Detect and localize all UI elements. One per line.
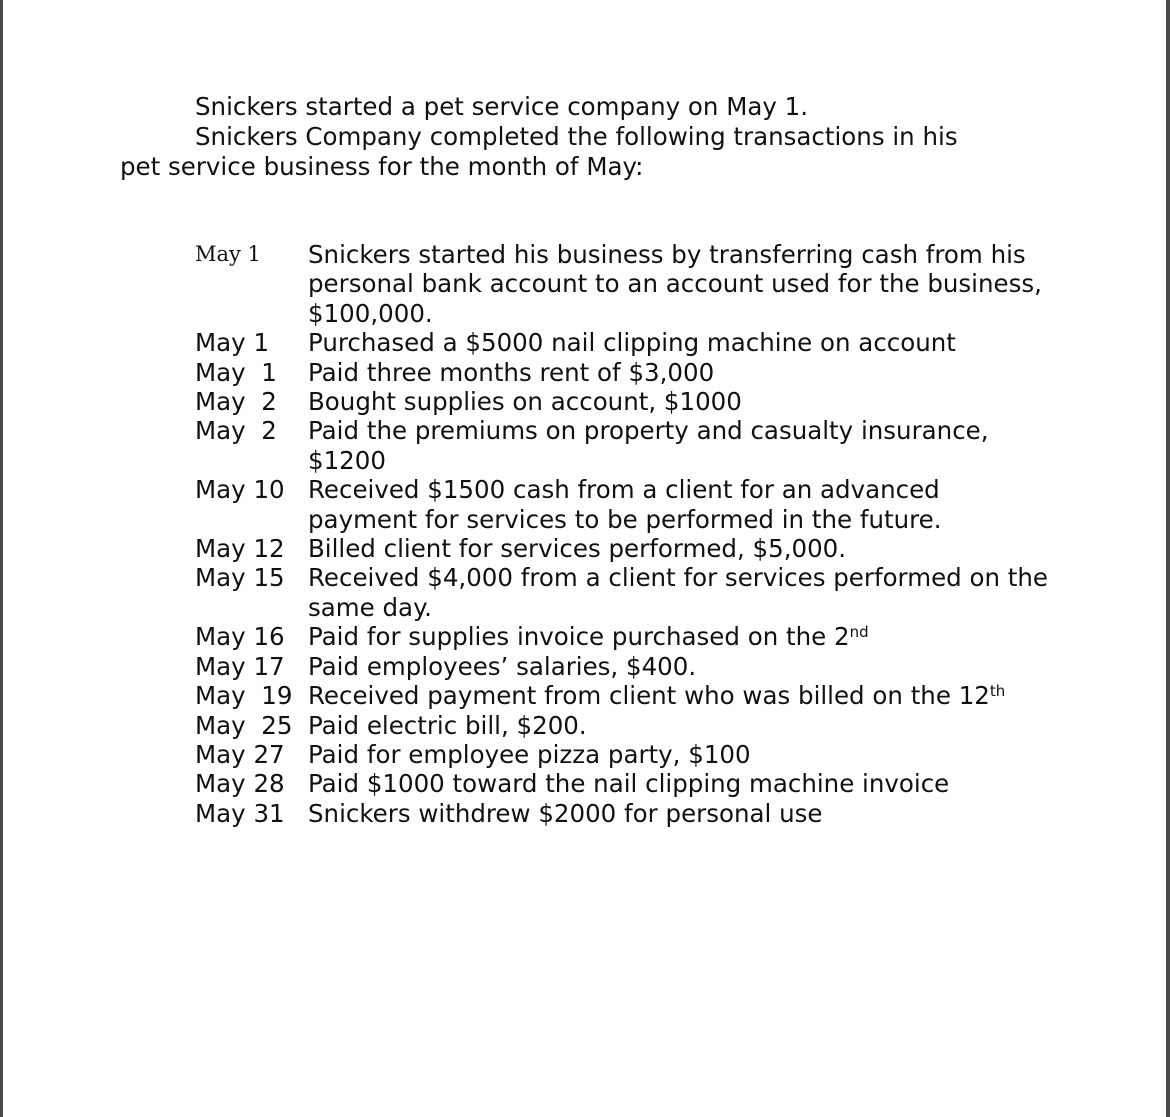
transaction-date: May 25	[195, 710, 293, 740]
transaction-description: Snickers withdrew $2000 for personal use	[308, 798, 823, 828]
transaction-description: Purchased a $5000 nail clipping machine on account	[308, 328, 956, 358]
transaction-row	[195, 769, 1055, 798]
transaction-date: May 1	[195, 242, 261, 266]
transaction-description: Paid the premiums on property and casualty insurance, $1200	[308, 416, 989, 475]
transaction-description	[308, 681, 1055, 710]
transaction-row	[195, 387, 1055, 416]
transaction-description: Paid $1000 toward the nail clipping machine invoice	[308, 769, 950, 799]
left-page-edge	[0, 0, 3, 1117]
transaction-date: May 1	[195, 357, 277, 387]
transaction-date: May 19	[195, 681, 293, 711]
transaction-row	[195, 799, 1055, 828]
transaction-row	[195, 622, 1055, 651]
transaction-description: Paid electric bill, $200.	[308, 710, 587, 740]
transaction-description	[308, 622, 1055, 651]
ordinal-suffix: nd	[849, 623, 869, 642]
transaction-date: May 12	[195, 534, 285, 564]
transaction-row	[195, 416, 1055, 475]
transaction-description: Received $4,000 from a client for services performed on the same day.	[308, 563, 1048, 622]
transaction-description-text: Received payment from client who was billed on the 12	[308, 681, 990, 711]
transaction-date: May 2	[195, 387, 277, 417]
transaction-row	[195, 563, 1055, 622]
transaction-row	[195, 328, 1055, 357]
right-page-edge	[1166, 0, 1170, 1117]
transaction-row	[195, 711, 1055, 740]
transaction-date: May 31	[195, 798, 285, 828]
intro-line-3: pet service business for the month of May:	[120, 152, 644, 181]
transaction-row	[195, 358, 1055, 387]
intro-line-1: Snickers started a pet service company on May 1.	[195, 92, 809, 121]
transaction-date: May 15	[195, 563, 285, 593]
transaction-list	[195, 240, 1055, 828]
transaction-date: May 17	[195, 651, 285, 681]
transaction-description: Billed client for services performed, $5,000.	[308, 534, 847, 564]
intro-paragraph	[120, 92, 1020, 182]
ordinal-suffix: th	[989, 682, 1006, 701]
transaction-row	[195, 681, 1055, 710]
transaction-row	[195, 652, 1055, 681]
transaction-date: May 1	[195, 328, 270, 358]
transaction-date: May 28	[195, 769, 285, 799]
transaction-description-text: Paid for supplies invoice purchased on the 2	[308, 622, 850, 652]
transaction-description: Received $1500 cash from a client for an advanced payment for services to be performed in the future.	[308, 475, 942, 534]
transaction-description: Paid employees’ salaries, $400.	[308, 651, 697, 681]
transaction-description: Bought supplies on account, $1000	[308, 387, 742, 417]
transaction-row	[195, 475, 1055, 534]
transaction-row	[195, 534, 1055, 563]
transaction-description: Paid three months rent of $3,000	[308, 357, 715, 387]
transaction-description: Paid for employee pizza party, $100	[308, 739, 751, 769]
transaction-date: May 27	[195, 739, 285, 769]
transaction-date: May 2	[195, 416, 277, 446]
intro-line-2: Snickers Company completed the following transactions in his	[195, 122, 958, 151]
transaction-row	[195, 740, 1055, 769]
transaction-date: May 10	[195, 475, 285, 505]
transaction-row	[195, 240, 1055, 328]
transaction-date: May 16	[195, 622, 285, 652]
transaction-description: Snickers started his business by transferring cash from his personal bank account to an account used for the business, $100,000.	[308, 240, 1042, 328]
